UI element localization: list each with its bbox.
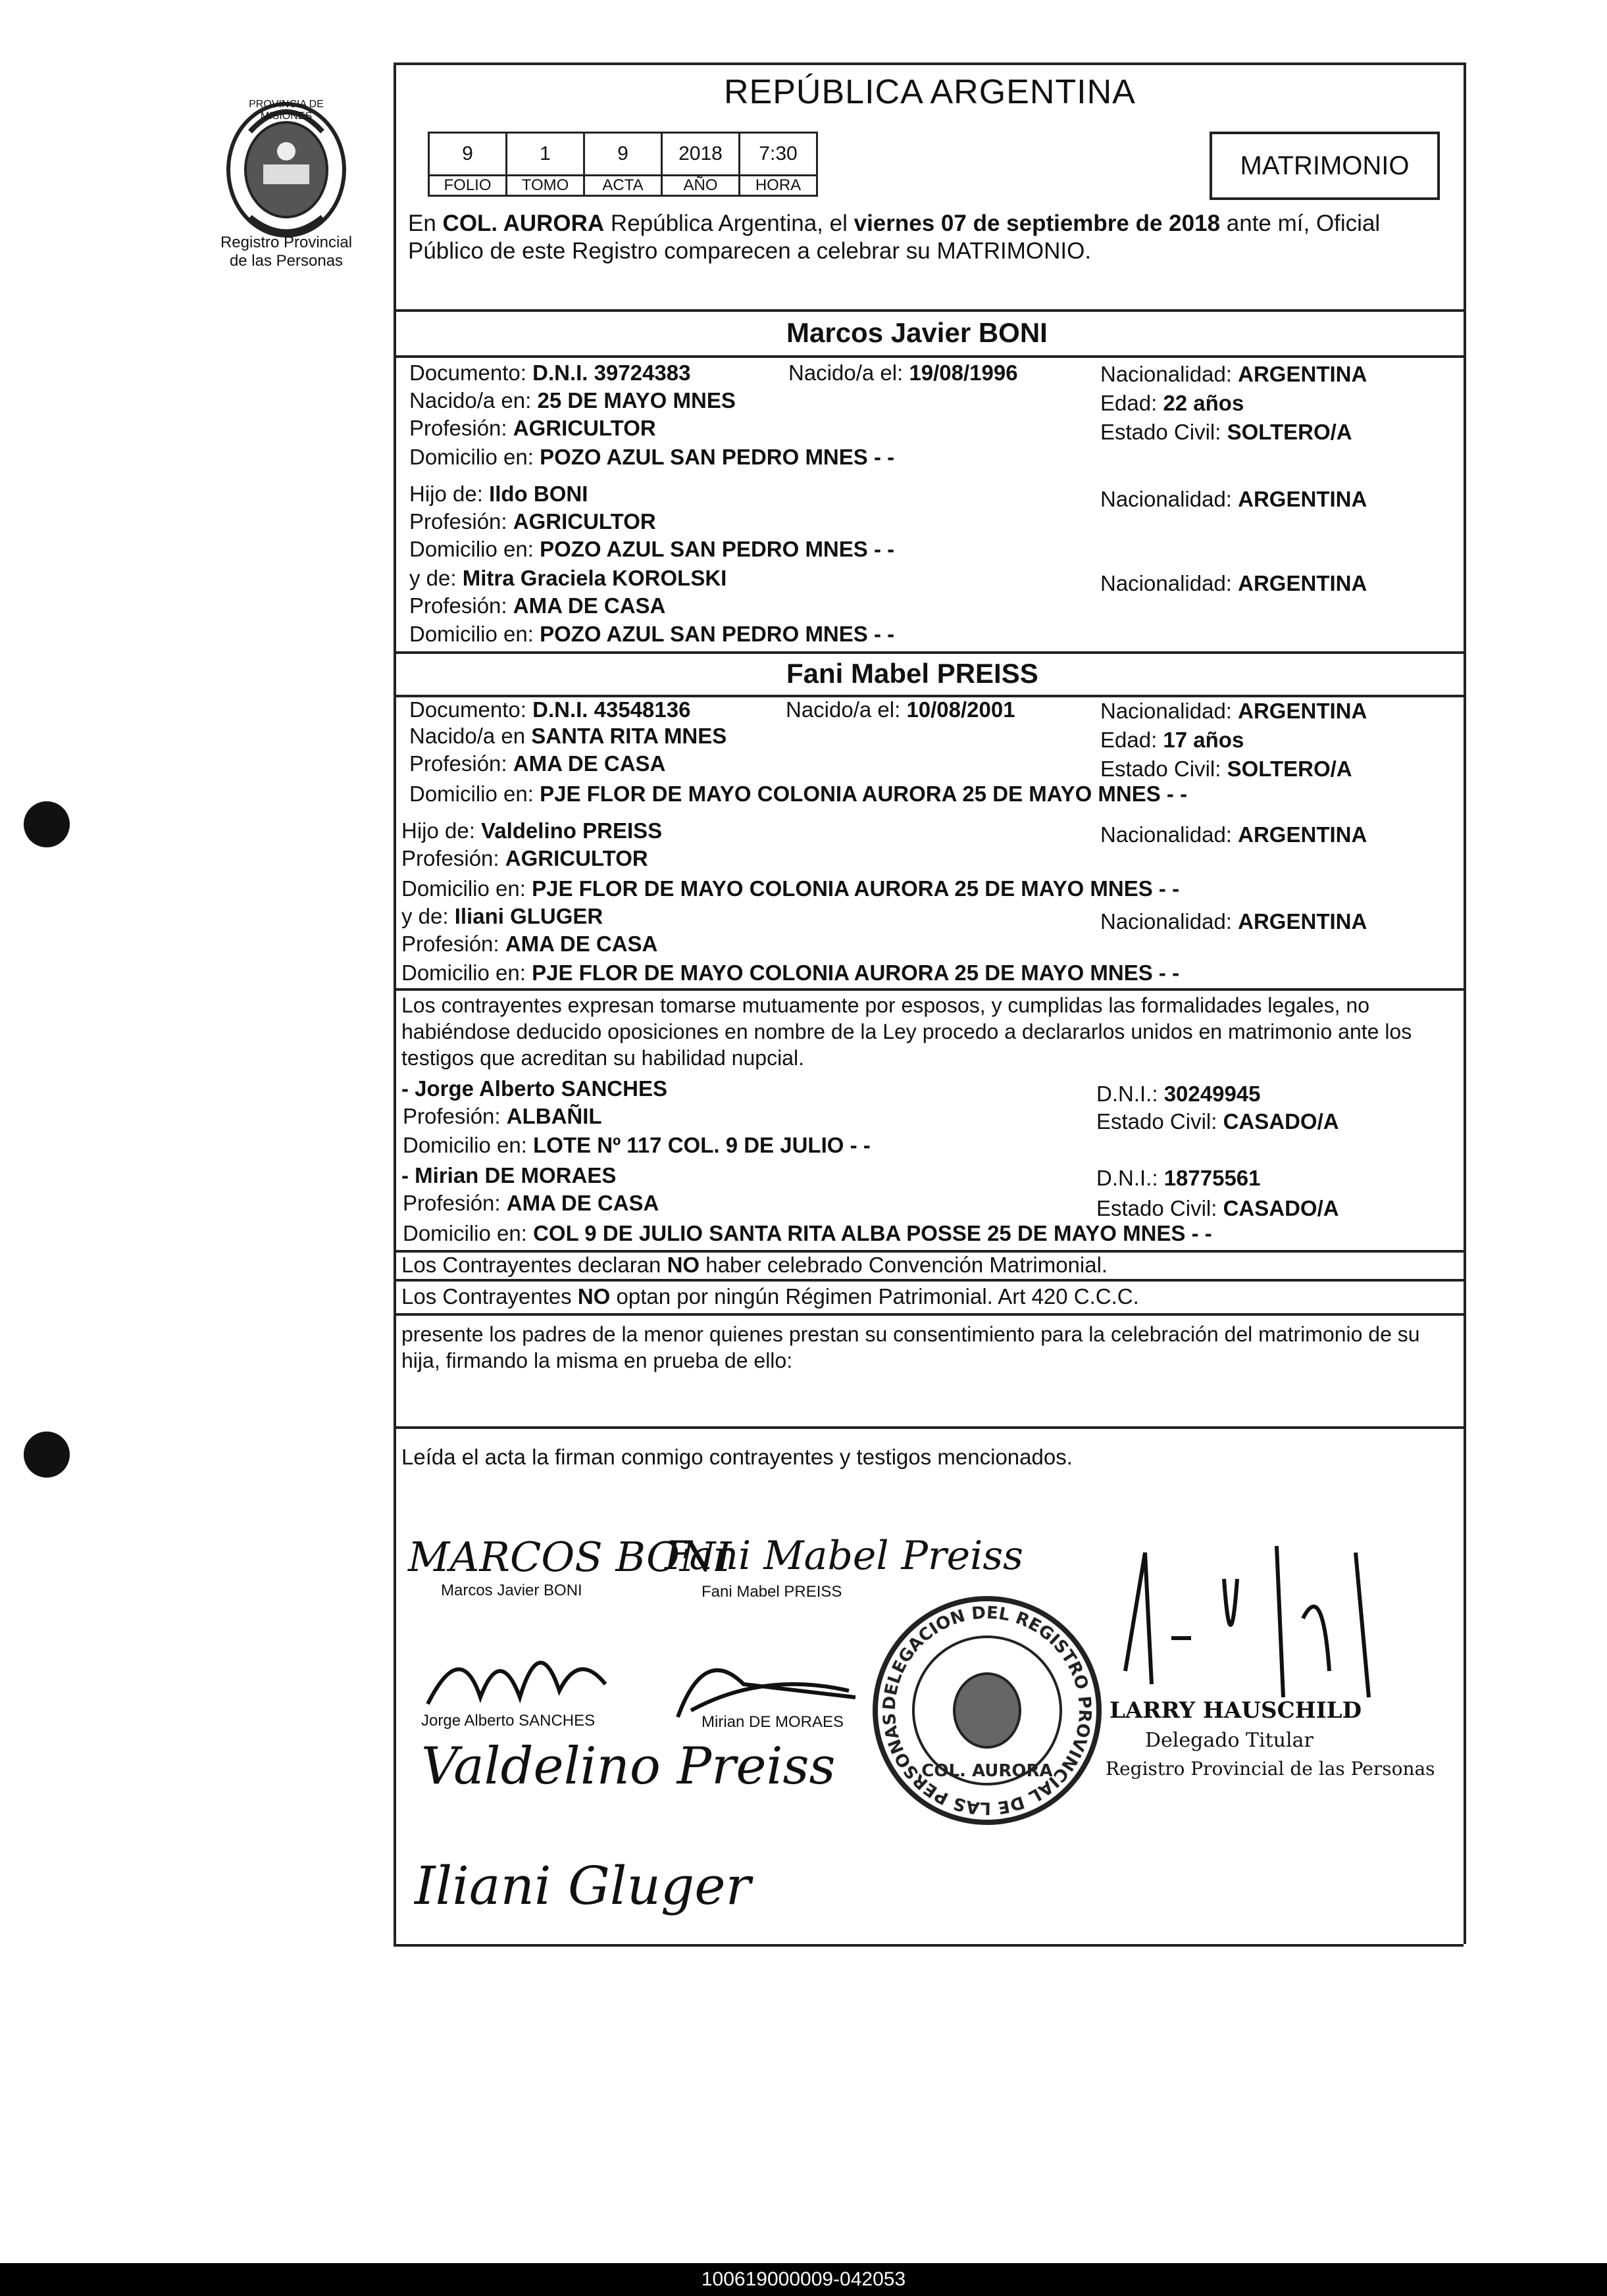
seal-place-text: COL. AURORA [921, 1761, 1053, 1781]
bride-mother-address: Domicilio en: PJE FLOR DE MAYO COLONIA AURORA 25 DE MAYO MNES - - [401, 961, 1180, 985]
witness2-dni: D.N.I.: 18775561 [1096, 1166, 1261, 1190]
father-signature: Valdelino Preiss [421, 1737, 836, 1796]
mother-signature: Iliani Gluger [415, 1855, 751, 1916]
groom-doc: Documento: D.N.I. 39724383 [409, 361, 691, 385]
tomo-value: 1 [507, 133, 584, 176]
groom-mother: y de: Mitra Graciela KOROLSKI [409, 566, 727, 590]
declaration-text: Los contrayentes expresan tomarse mutuamente por esposos, y cumplidas las formalidades legales, no habiéndose deducido oposiciones en nombre de la Ley procedo a declararlos unidos en matrimonio ante los testigos que acreditan su habilidad nupcial. [401, 993, 1412, 1070]
official-org: Registro Provincial de las Personas [1106, 1758, 1435, 1780]
year-label: AÑO [662, 176, 740, 196]
divider [394, 1313, 1464, 1316]
bride-civil-status: Estado Civil: SOLTERO/A [1100, 757, 1352, 781]
bride-name: Fani Mabel PREISS [786, 658, 1038, 689]
groom-age: Edad: 22 años [1100, 391, 1244, 415]
groom-nationality: Nacionalidad: ARGENTINA [1100, 362, 1367, 386]
closing-text: Leída el acta la firman conmigo contrayentes y testigos mencionados. [401, 1445, 1073, 1469]
bride-born-on: Nacido/a el: 10/08/2001 [786, 697, 1015, 722]
divider [394, 309, 1464, 312]
groom-civil-status: Estado Civil: SOLTERO/A [1100, 420, 1352, 444]
bride-father-nationality: Nacionalidad: ARGENTINA [1100, 822, 1367, 847]
groom-born-in: Nacido/a en: 25 DE MAYO MNES [409, 388, 736, 412]
groom-address: Domicilio en: POZO AZUL SAN PEDRO MNES - - [409, 445, 895, 469]
witness2-address: Domicilio en: COL 9 DE JULIO SANTA RITA ALBA POSSE 25 DE MAYO MNES - - [403, 1221, 1212, 1245]
groom-father-profession: Profesión: AGRICULTOR [409, 509, 656, 534]
bride-signature: Fani Mabel Preiss [665, 1533, 1023, 1579]
top-border [394, 62, 1464, 65]
witness1-signature-label: Jorge Alberto SANCHES [421, 1712, 596, 1730]
intro-line-2: Público de este Registro comparecen a celebrar su MATRIMONIO. [408, 238, 1092, 264]
bride-born-in: Nacido/a en SANTA RITA MNES [409, 724, 727, 748]
convention-note: Los Contrayentes declaran NO haber celebrado Convención Matrimonial. [401, 1253, 1108, 1277]
year-value: 2018 [662, 133, 740, 176]
record-id-table [428, 132, 818, 197]
acta-value: 9 [584, 133, 662, 176]
intro-line-1: En COL. AURORA República Argentina, el viernes 07 de septiembre de 2018 ante mí, Oficial [408, 211, 1381, 236]
logo-caption: Registro Provincial de las Personas [220, 234, 353, 270]
divider [394, 988, 1464, 991]
bride-nationality: Nacionalidad: ARGENTINA [1100, 699, 1367, 723]
witness1-name: - Jorge Alberto SANCHES [401, 1076, 667, 1101]
groom-mother-address: Domicilio en: POZO AZUL SAN PEDRO MNES - - [409, 622, 895, 646]
folio-label: FOLIO [429, 176, 507, 196]
bride-doc: Documento: D.N.I. 43548136 [409, 697, 691, 722]
parents-consent-text: presente los padres de la menor quienes prestan su consentimiento para la celebración del matrimonio de su hija, firmando la misma en prueba de ello: [401, 1322, 1420, 1372]
bride-address: Domicilio en: PJE FLOR DE MAYO COLONIA AURORA 25 DE MAYO MNES - - [409, 782, 1188, 806]
divider [394, 1426, 1464, 1429]
witness1-civil-status: Estado Civil: CASADO/A [1096, 1109, 1339, 1134]
groom-mother-profession: Profesión: AMA DE CASA [409, 593, 666, 618]
divider [394, 651, 1464, 654]
groom-mother-nationality: Nacionalidad: ARGENTINA [1100, 571, 1367, 595]
hour-value: 7:30 [740, 133, 817, 176]
groom-father-address: Domicilio en: POZO AZUL SAN PEDRO MNES - - [409, 537, 895, 561]
groom-born-on: Nacido/a el: 19/08/1996 [788, 361, 1018, 385]
official-signature-scrawl [1106, 1539, 1389, 1710]
groom-signature-label: Marcos Javier BONI [441, 1582, 582, 1599]
logo-ring-text: PROVINCIA DE MISIONES [249, 99, 324, 122]
bride-mother-profession: Profesión: AMA DE CASA [401, 932, 658, 956]
bride-father-profession: Profesión: AGRICULTOR [401, 846, 648, 870]
groom-profession: Profesión: AGRICULTOR [409, 416, 656, 440]
witness1-profession: Profesión: ALBAÑIL [403, 1104, 602, 1128]
divider [394, 355, 1464, 358]
bride-father-address: Domicilio en: PJE FLOR DE MAYO COLONIA AURORA 25 DE MAYO MNES - - [401, 876, 1180, 901]
groom-father-nationality: Nacionalidad: ARGENTINA [1100, 487, 1367, 511]
witness2-name: - Mirian DE MORAES [401, 1163, 617, 1187]
acta-label: ACTA [584, 176, 662, 196]
folio-value: 9 [429, 133, 507, 176]
witness2-profession: Profesión: AMA DE CASA [403, 1191, 659, 1215]
witness2-civil-status: Estado Civil: CASADO/A [1096, 1196, 1339, 1220]
registry-seal-stamp [869, 1592, 1106, 1829]
document-title: REPÚBLICA ARGENTINA [724, 73, 1136, 111]
groom-signature: MARCOS BONI [408, 1533, 732, 1581]
bride-father: Hijo de: Valdelino PREISS [401, 818, 663, 843]
witness1-address: Domicilio en: LOTE Nº 117 COL. 9 DE JULIO - - [403, 1133, 871, 1157]
bride-age: Edad: 17 años [1100, 728, 1244, 752]
groom-name: Marcos Javier BONI [786, 317, 1048, 348]
bride-signature-label: Fani Mabel PREISS [701, 1583, 842, 1601]
act-type-box: MATRIMONIO [1210, 132, 1440, 200]
seal-ring-text: DELEGACION DEL REGISTRO PROVINCIAL DE LAS PERSONAS [879, 1603, 1095, 1818]
official-title: Delegado Titular [1145, 1729, 1314, 1752]
barcode-number-bar: 100619000009-042053 [0, 2263, 1607, 2296]
witness2-signature-label: Mirian DE MORAES [701, 1713, 844, 1731]
bottom-border [394, 1944, 1464, 1947]
punch-hole [24, 801, 70, 847]
divider [394, 1279, 1464, 1282]
bride-mother: y de: Iliani GLUGER [401, 904, 603, 928]
tomo-label: TOMO [507, 176, 584, 196]
hour-label: HORA [740, 176, 817, 196]
official-name: LARRY HAUSCHILD [1110, 1697, 1362, 1724]
punch-hole [24, 1432, 70, 1478]
bride-mother-nationality: Nacionalidad: ARGENTINA [1100, 909, 1367, 934]
regime-note: Los Contrayentes NO optan por ningún Régimen Patrimonial. Art 420 C.C.C. [401, 1284, 1139, 1309]
witness1-dni: D.N.I.: 30249945 [1096, 1082, 1261, 1106]
groom-father: Hijo de: Ildo BONI [409, 482, 588, 506]
bride-profession: Profesión: AMA DE CASA [409, 751, 666, 776]
